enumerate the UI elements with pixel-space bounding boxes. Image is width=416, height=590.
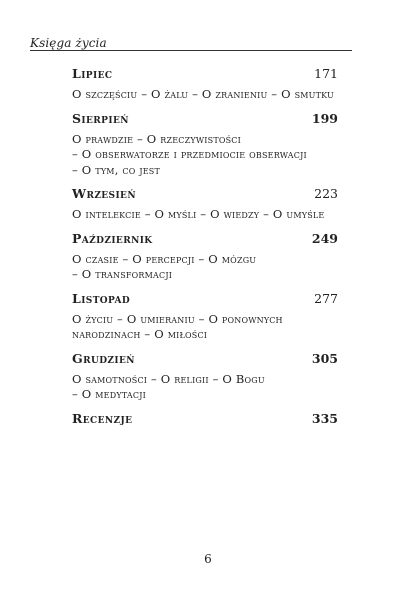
entry-title: Lipiec	[72, 66, 113, 81]
entry-title: Październik	[72, 230, 153, 246]
entry-heading	[72, 291, 338, 312]
entry-subtitle-line: – O obserwatorze i przedmiocie obserwacji	[72, 147, 307, 161]
entry-subtitle-line: O szczęściu – O żalu – O zranieniu – O smutku	[72, 87, 334, 101]
running-head: Księga życia	[30, 36, 107, 50]
entry-subtitle-line: O samotności – O religii – O Bogu	[72, 371, 265, 386]
toc-entry-grudzien	[72, 351, 338, 403]
toc-entry-lipiec	[72, 66, 338, 103]
entry-page-number: 199	[311, 110, 338, 126]
entry-title: Listopad	[72, 290, 131, 306]
entry-title: Wrzesień	[72, 186, 136, 201]
table-of-contents	[72, 66, 338, 440]
entry-heading	[72, 231, 338, 252]
entry-subtitle-line: narodzinach – O miłości	[72, 327, 208, 341]
entry-heading	[72, 411, 338, 432]
entry-page-number: 171	[314, 66, 338, 81]
entry-subtitle-line: O prawdzie – O rzeczywistości	[72, 131, 241, 146]
entry-subtitle-line: – O transformacji	[72, 267, 173, 281]
entry-page-number: 277	[314, 290, 338, 306]
entry-subtitle-line: O życiu – O umieraniu – O ponownych	[72, 311, 283, 326]
entry-heading	[72, 66, 338, 87]
toc-entry-recenzje	[72, 411, 338, 432]
entry-page-number: 305	[311, 350, 338, 366]
entry-page-number: 223	[314, 186, 338, 201]
entry-subtitle-line: O czasie – O percepcji – O mózgu	[72, 251, 257, 266]
toc-entry-wrzesien	[72, 186, 338, 223]
page-number: 6	[204, 552, 212, 566]
entry-page-number: 249	[311, 230, 338, 246]
entry-title: Sierpień	[72, 110, 129, 126]
toc-entry-sierpien	[72, 111, 338, 179]
entry-heading	[72, 186, 338, 207]
entry-title: Recenzje	[72, 410, 133, 426]
entry-page-number: 335	[311, 410, 338, 426]
entry-heading	[72, 351, 338, 372]
entry-subtitle-line: O intelekcie – O myśli – O wiedzy – O umyśle	[72, 207, 325, 221]
header-rule	[30, 50, 352, 51]
entry-heading	[72, 111, 338, 132]
entry-subtitle-line: – O medytacji	[72, 387, 146, 401]
entry-title: Grudzień	[72, 350, 135, 366]
toc-entry-listopad	[72, 291, 338, 343]
toc-entry-pazdziernik	[72, 231, 338, 283]
entry-subtitle-line: – O tym, co jest	[72, 162, 161, 177]
